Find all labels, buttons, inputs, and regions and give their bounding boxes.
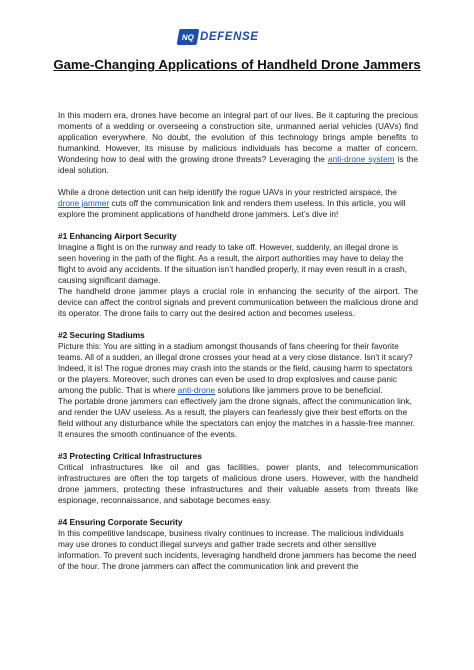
- intro-paragraph-2: [58, 187, 418, 220]
- section-heading: #4 Ensuring Corporate Security: [58, 517, 183, 527]
- intro-paragraph-1: [58, 110, 418, 176]
- intro-text: is the ideal solution.: [58, 154, 418, 175]
- section-text: solutions like jammers prove to be beneficial.: [215, 385, 383, 395]
- drone-jammer-link[interactable]: drone jammer: [58, 198, 110, 208]
- section-heading: #3 Protecting Critical Infrastructures: [58, 451, 202, 461]
- article-title: Game-Changing Applications of Handheld Drone Jammers: [53, 57, 421, 72]
- section-paragraph: The handheld drone jammer plays a crucial role in enhancing the security of the airport. The device can affect the control signals and prevent communication between the malicious drone and its operator. The drone fails to carry out the desired action and becomes useless.: [58, 286, 418, 318]
- section-paragraph: Critical infrastructures like oil and gas facilities, power plants, and telecommunication infrastructures are often the top targets of malicious drone users. However, with the handheld drone jammers, protecting these infrastructures and their valuable assets from threats like espionage, reconnaissance, and sabotage becomes easy.: [58, 462, 418, 505]
- section-paragraph: [58, 341, 418, 396]
- section-text: Picture this: You are sitting in a stadium amongst thousands of fans cheering for their favorite teams. All of a sudden, an illegal drone crosses your head at a very close distance. Isn’t it scary? Indeed, it is! The rogue drones may crash into the stands or the field, causing harm to spectators or the players. Moreover, such drones can even be used to drop explosives and cause panic among the public. That is where: [58, 341, 413, 395]
- logo-text: DEFENSE: [200, 31, 259, 43]
- intro-text: cuts off the communication link and renders them useless. In this article, you will explore the prominent applications of handheld drone jammers. Let’s dive in!: [58, 198, 406, 219]
- anti-drone-link[interactable]: anti-drone: [177, 385, 216, 395]
- logo-badge: NQ: [177, 29, 200, 45]
- section-paragraph: Imagine a flight is on the runway and ready to take off. However, suddenly, an illegal drone is seen hovering in the path of the flight. As a result, the airport authorities may have to delay the flight to avoid any accidents. If the situation isn’t handled properly, it may even result in a crash, causing significant damage.: [58, 242, 407, 285]
- section-heading: #2 Securing Stadiums: [58, 330, 145, 340]
- anti-drone-system-link[interactable]: anti-drone system: [327, 154, 395, 164]
- intro-text: In this modern era, drones have become an integral part of our lives. Be it capturing the precious moments of a wedding or overseeing a construction site, unmanned aerial vehicles (UAVs) find application everywhere. No doubt, the evolution of this technology brings ample benefits to humankind. However, its misuse by malicious individuals has become a matter of concern. Wondering how to deal with the growing drone threats? Leveraging the: [58, 110, 418, 164]
- company-logo[interactable]: [178, 28, 259, 46]
- section-heading: #1 Enhancing Airport Security: [58, 231, 177, 241]
- section-paragraph: The portable drone jammers can effectively jam the drone signals, affect the communication link, and render the UAV useless. As a result, the players can fearlessly give their best efforts on the field without any disturbance while the spectators can enjoy the matches in a hassle-free manner. It ensures the smooth continuance of the events.: [58, 396, 415, 439]
- section-paragraph: In this competitive landscape, business rivalry continues to increase. The malicious individuals may use drones to conduct illegal surveys and gather trade secrets and other sensitive information. To prevent such incidents, leveraging handheld drone jammers has become the need of the hour. The drone jammers can affect the communication link and prevent the: [58, 528, 417, 571]
- intro-text: While a drone detection unit can help identify the rogue UAVs in your restricted airspace, the: [58, 187, 397, 197]
- article-body: [58, 110, 418, 572]
